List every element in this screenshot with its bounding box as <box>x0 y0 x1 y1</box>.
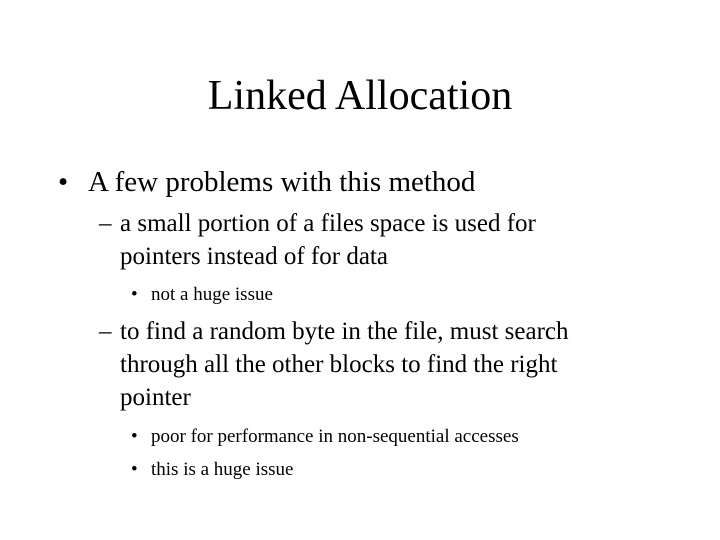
bullet-text: poor for performance in non-sequential accesses <box>151 426 519 447</box>
bullet-text: not a huge issue <box>151 284 273 305</box>
bullet-text: A few problems with this method <box>88 166 476 198</box>
bullet-marker: • <box>131 426 138 447</box>
dash-marker: – <box>99 210 112 237</box>
subbullet-line-2: through all the other blocks to find the right <box>120 351 558 378</box>
slide-title: Linked Allocation <box>207 73 513 119</box>
subbullet-line-1: a small portion of a files space is used for <box>120 210 536 237</box>
subbullet-line-3: pointer <box>120 384 191 411</box>
bullet-marker: • <box>131 459 138 480</box>
subbullet-line-1: to find a random byte in the file, must search <box>120 318 569 345</box>
bullet-a-few-problems <box>58 166 618 198</box>
subsubbullet-poor-performance <box>131 420 651 453</box>
subsubbullet-huge-issue <box>131 453 551 486</box>
subbullet-line-2: pointers instead of for data <box>120 243 388 270</box>
bullet-marker: • <box>131 284 138 305</box>
subbullet-random-byte-search <box>99 315 659 414</box>
subsubbullet-not-a-huge-issue <box>131 278 551 311</box>
bullet-marker: • <box>58 166 69 198</box>
subbullet-portion-pointers <box>99 207 659 273</box>
dash-marker: – <box>99 318 112 345</box>
bullet-text: this is a huge issue <box>151 459 294 480</box>
